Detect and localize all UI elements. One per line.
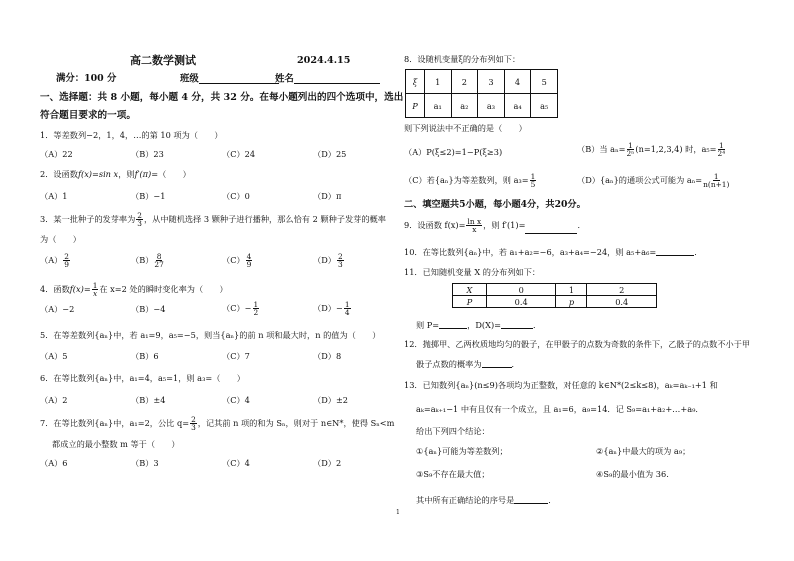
- q7-option-a: （A）6: [40, 458, 68, 468]
- q3-option-b: （B） $\frac{8}{27}$: [131, 252, 164, 270]
- q12-answer-blank[interactable]: [482, 358, 512, 368]
- table-cell: X: [453, 284, 487, 296]
- q1-stem: 1．等差数列−2，1，4，…的第 10 项为（ ）: [40, 130, 223, 140]
- q11-table-row-values: [453, 284, 657, 296]
- q13-line2: aₖ=aₖ₊₁−1 中有且仅有一个成立，且 a₁=6，a₉=14．记 S₉=a₁+a₂+…+a₉．: [416, 404, 704, 414]
- q6-option-b: （B）±4: [131, 395, 166, 405]
- q3-option-a: （A） $\frac{2}{9}$: [40, 252, 69, 270]
- q5-option-d: （D）8: [313, 351, 342, 361]
- table-cell: 5: [531, 70, 558, 94]
- q3-stem-pre: 3．某一批种子的发芽率为: [40, 213, 136, 224]
- section2-heading: 二、填空题共5小题，每小题4分，共20分。: [404, 199, 586, 210]
- q1-option-a: （A）22: [40, 149, 73, 159]
- page-number: 1: [396, 509, 400, 516]
- q2-option-d: （D）π: [313, 191, 342, 201]
- q2-stem-pre: 2．设函数: [40, 169, 78, 179]
- table-cell: ξ: [406, 70, 425, 94]
- q8-option-c: （C）若{aₙ}为等差数列，则 a₃= $\frac{1}{5}$: [404, 172, 536, 190]
- q4-stem: 4．函数f(x)= $\frac{1}{x}$ 在 x=2 处的瞬时变化率为（ ）: [40, 281, 228, 299]
- q2-stem: [40, 170, 191, 178]
- table-cell: 3: [478, 70, 505, 94]
- q1-option-b: （B）23: [131, 149, 164, 159]
- section1-heading-line2: 符合题目要求的一项。: [40, 110, 136, 121]
- q11-answer-line: 则 P= ，D(X)= ．: [416, 319, 542, 330]
- q3-fraction: $\frac{2}{3}$: [137, 211, 142, 229]
- class-label: 班级: [180, 73, 199, 85]
- q13-line4: 其中所有正确结论的序号是 ．: [416, 494, 557, 505]
- q10-answer-blank[interactable]: [656, 246, 694, 256]
- class-blank: [199, 74, 279, 84]
- exam-date: 2024.4.15: [297, 55, 351, 66]
- q2-option-c: （C）0: [222, 191, 250, 201]
- q13-conclusion-1: ①{aₙ}可能为等差数列；: [416, 446, 508, 456]
- q7-option-b: （B）3: [131, 458, 159, 468]
- q4-option-c: （C）− $\frac{1}{2}$: [222, 300, 259, 318]
- q2-option-b: （B）−1: [131, 191, 166, 201]
- q9-stem: 9．设函数 f(x)= $\frac{\text{ln x}}{x}$ ，则 f′(1)= ．: [404, 217, 586, 235]
- table-cell: a₂: [451, 94, 478, 118]
- q4-option-a: （A）−2: [40, 304, 75, 314]
- q8-option-a: （A）P(ξ≤2)=1−P(ξ≥3): [404, 147, 503, 157]
- table-cell: 1: [424, 70, 451, 94]
- q5-option-a: （A）5: [40, 351, 68, 361]
- q8-table-row-probabilities: [406, 94, 558, 118]
- q12-line1: 12．抛掷甲、乙两枚质地均匀的骰子，在甲骰子的点数为奇数的条件下，乙骰子的点数不小于甲: [404, 339, 751, 349]
- q11-answer-blank-dx[interactable]: [501, 319, 533, 329]
- total-score: 满分：100 分: [56, 73, 117, 84]
- table-cell: P: [453, 296, 487, 308]
- table-cell: a₅: [531, 94, 558, 118]
- class-field: [180, 74, 279, 84]
- q2-option-a: （A）1: [40, 191, 68, 201]
- q8-stem: 8．设随机变量ξ的分布列如下：: [404, 54, 521, 64]
- q13-conclusion-3: ③S₉不存在最大值；: [416, 469, 490, 479]
- q8-option-b: （B）当 aₙ= $\frac{1}{\text{2ⁿ}}$ (n=1,2,3,4) 时，a₅= $\frac{1}{\text{2⁴}}$: [577, 141, 726, 159]
- q7-stem: 7．在等比数列{aₙ}中，a₁=2，公比 q= $\frac{2}{3}$ ，记其前 n 项的和为 Sₙ，则对于 n∈N*，使得 Sₙ<m: [40, 415, 395, 433]
- q5-option-b: （B）6: [131, 351, 159, 361]
- table-cell: a₁: [424, 94, 451, 118]
- q11-answer-blank-p[interactable]: [439, 319, 467, 329]
- q11-distribution-table: [452, 283, 657, 308]
- q4-option-b: （B）−4: [131, 304, 166, 314]
- q5-option-c: （C）7: [222, 351, 250, 361]
- page-title: 高二数学测试: [130, 54, 196, 67]
- q8-table-row-values: [406, 70, 558, 94]
- table-cell: 0.4: [486, 296, 556, 308]
- q1-option-d: （D）25: [313, 149, 347, 159]
- table-cell: a₃: [478, 94, 505, 118]
- q13-answer-blank[interactable]: [514, 494, 548, 504]
- q8-stem2: 则下列说法中不正确的是（ ）: [404, 123, 527, 133]
- q2-function: f(x)=sin x: [77, 169, 119, 179]
- name-field: [275, 74, 380, 84]
- table-cell: 2: [451, 70, 478, 94]
- q7-option-d: （D）2: [313, 458, 342, 468]
- q3-stem: [40, 212, 386, 228]
- q13-line3: 给出下列四个结论：: [416, 426, 490, 436]
- q10-stem: 10．在等比数列{aₙ}中，若 a₁+a₂=−6，a₃+a₄=−24，则 a₅+a₆= ．: [404, 246, 703, 257]
- q6-stem: 6．在等比数列{aₙ}中，a₁=4，a₅=1，则 a₃=（ ）: [40, 373, 245, 383]
- q11-stem: 11．已知随机变量 X 的分布列如下：: [404, 267, 541, 277]
- q1-option-c: （C）24: [222, 149, 256, 159]
- q8-option-d: （D）{aₙ}的通项公式可能为 aₙ= $\frac{1}{n(n+1)}$: [577, 172, 730, 190]
- q7-option-c: （C）4: [222, 458, 250, 468]
- table-cell: 0.4: [587, 296, 657, 308]
- q3-stem-line2: 为（ ）: [40, 234, 81, 244]
- name-blank: [294, 74, 380, 84]
- table-cell: 0: [486, 284, 556, 296]
- q11-table-row-probabilities: [453, 296, 657, 308]
- table-cell: P: [406, 94, 425, 118]
- table-cell: a₄: [504, 94, 531, 118]
- section1-heading-line1: 一、选择题：共 8 小题，每小题 4 分，共 32 分。在每小题列出的四个选项中，选出: [40, 92, 404, 103]
- q6-option-d: （D）±2: [313, 395, 349, 405]
- table-cell: 4: [504, 70, 531, 94]
- q5-stem: 5．在等差数列{aₙ}中，若 a₁=9，a₅=−5，则当{aₙ}的前 n 项和最大时，n 的值为（ ）: [40, 330, 381, 340]
- q13-line1: 13．已知数列{aₙ}(n≤9)各项均为正整数，对任意的 k∈N*(2≤k≤8)，aₖ=aₖ₋₁+1 和: [404, 380, 718, 390]
- name-label: 姓名: [275, 73, 294, 85]
- q4-option-d: （D）− $\frac{1}{4}$: [313, 300, 350, 318]
- q6-option-c: （C）4: [222, 395, 250, 405]
- q2-stem-mid: ，则: [118, 169, 135, 179]
- q9-answer-blank[interactable]: [525, 224, 577, 234]
- q13-conclusion-2: ②{aₙ}中最大的项为 a₉；: [596, 446, 691, 456]
- table-cell: p: [556, 296, 587, 308]
- q7-stem-line2: 都成立的最小整数 m 等于（ ）: [52, 439, 180, 449]
- q12-line2: 骰子点数的概率为 ．: [416, 358, 520, 369]
- q3-option-c: （C） $\frac{4}{9}$: [222, 252, 252, 270]
- q2-derivative: f′(π): [134, 169, 152, 179]
- q2-stem-post: =（ ）: [151, 169, 191, 179]
- q8-distribution-table: [405, 69, 558, 118]
- q3-stem-post: ，从中随机选择 3 颗种子进行播种，那么恰有 2 颗种子发芽的概率: [143, 213, 386, 224]
- q3-option-d: （D） $\frac{2}{3}$: [313, 252, 343, 270]
- q6-option-a: （A）2: [40, 395, 68, 405]
- q13-conclusion-4: ④S₉的最小值为 36.: [596, 469, 669, 479]
- table-cell: 2: [587, 284, 657, 296]
- table-cell: 1: [556, 284, 587, 296]
